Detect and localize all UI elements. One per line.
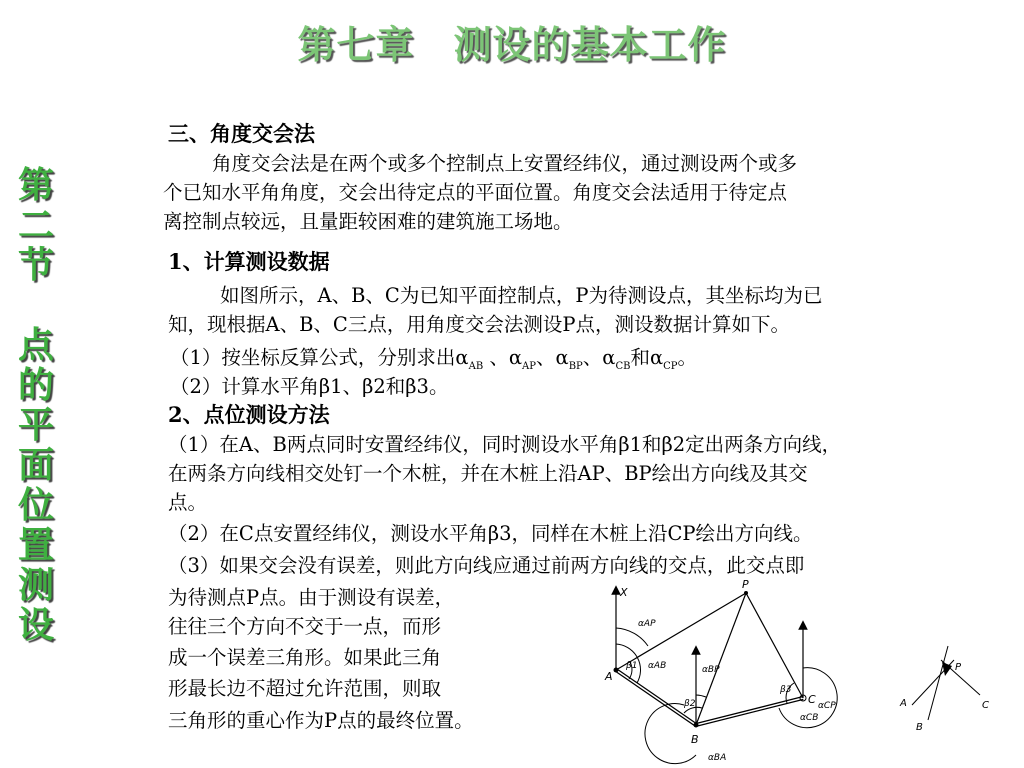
inset-label-P: P <box>955 662 962 673</box>
angle-intersection-diagram <box>596 580 1024 768</box>
body-line: 点。 <box>168 491 208 514</box>
body-line: 如图所示，A、B、C为已知平面控制点，P为待测设点，其坐标均为已 <box>220 284 823 307</box>
page-title: 第七章 测设的基本工作 <box>297 23 727 67</box>
section-heading: 三、角度交会法 <box>168 121 315 146</box>
label-alpha-cb: αCB <box>800 713 819 723</box>
intro-line: 离控制点较远，且量距较困难的建筑施工场地。 <box>163 210 573 233</box>
label-beta2: β2 <box>684 699 696 709</box>
body-line: 三角形的重心作为P点的最终位置。 <box>168 709 474 732</box>
intro-line: 个已知水平角角度，交会出待定点的平面位置。角度交会法适用于待定点 <box>163 181 788 204</box>
sidebar-gap <box>12 286 60 326</box>
sidebar-char: 平 <box>17 405 54 446</box>
label-B: B <box>691 733 699 746</box>
label-alpha-ab: αAB <box>648 661 667 671</box>
body-line: 为待测点P点。由于测设有误差， <box>168 586 455 609</box>
label-C: C <box>808 693 816 706</box>
body-line: 形最长边不超过允许范围，则取 <box>168 677 442 700</box>
label-alpha-bp: αBP <box>702 665 720 675</box>
axis-label-x: X <box>620 586 628 599</box>
inset-label-C: C <box>982 700 989 711</box>
body-line: （2）在C点安置经纬仪，测设水平角β3，同样在木桩上沿CP绘出方向线。 <box>168 522 813 545</box>
sidebar-char: 二 <box>17 205 54 246</box>
label-A: A <box>605 670 613 683</box>
label-P: P <box>742 580 749 591</box>
inset-label-A: A <box>900 698 907 709</box>
body-line: 成一个误差三角形。如果此三角 <box>168 646 442 669</box>
sight-line-BP <box>696 593 746 725</box>
point-P <box>744 591 748 595</box>
angle-arc <box>696 695 706 697</box>
body-line: （3）如果交会没有误差，则此方向线应通过前两方向线的交点，此交点即 <box>168 554 805 577</box>
sight-line-AP <box>616 593 746 670</box>
angle-arc <box>645 704 696 764</box>
sidebar-char: 置 <box>17 525 54 566</box>
label-alpha-ap: αAP <box>638 619 656 629</box>
body-line: 往往三个方向不交于一点，而形 <box>168 615 442 638</box>
sidebar-char: 第 <box>17 165 54 206</box>
inset-line-B <box>928 646 948 720</box>
body-line: 知，现根据A、B、C三点，用角度交会法测设P点，测设数据计算如下。 <box>168 313 790 336</box>
point-A <box>614 668 619 673</box>
point-B <box>694 723 699 728</box>
subsection-heading: 2、点位测设方法 <box>168 402 330 427</box>
label-beta3: β3 <box>780 685 792 695</box>
step-line: （2）计算水平角β1、β2和β3。 <box>170 375 449 398</box>
label-beta1: β1 <box>626 661 638 671</box>
sight-line-CP <box>746 593 803 698</box>
sidebar-char: 节 <box>17 245 54 286</box>
body-line: （1）在A、B两点同时安置经纬仪，同时测设水平角β1和β2定出两条方向线， <box>168 433 842 456</box>
inset-label-B: B <box>916 722 923 733</box>
sidebar-section-title <box>12 166 60 646</box>
sidebar-char: 测 <box>17 565 54 606</box>
angle-arc <box>616 628 648 646</box>
sidebar-char: 点 <box>17 325 54 366</box>
sidebar-char: 位 <box>17 485 54 526</box>
body-line: 在两条方向线相交处钉一个木桩，并在木桩上沿AP、BP绘出方向线及其交 <box>168 462 808 485</box>
sidebar-char: 的 <box>17 365 54 406</box>
subsection-heading: 1、计算测设数据 <box>168 249 330 274</box>
step-line: （1）按坐标反算公式，分别求出$\alpha_{AB}$ 、$\alpha_{AP}$、$\alpha_{BP}$、$\alpha_{CB}$和$\alpha_{CP}$。 <box>170 346 698 372</box>
intro-line: 角度交会法是在两个或多个控制点上安置经纬仪，通过测设两个或多 <box>212 152 798 175</box>
sidebar-char: 设 <box>17 605 54 646</box>
label-alpha-ba: αBA <box>708 753 727 763</box>
label-alpha-cp: αCP <box>818 701 836 711</box>
sidebar-char: 面 <box>17 445 54 486</box>
control-line <box>616 670 803 725</box>
